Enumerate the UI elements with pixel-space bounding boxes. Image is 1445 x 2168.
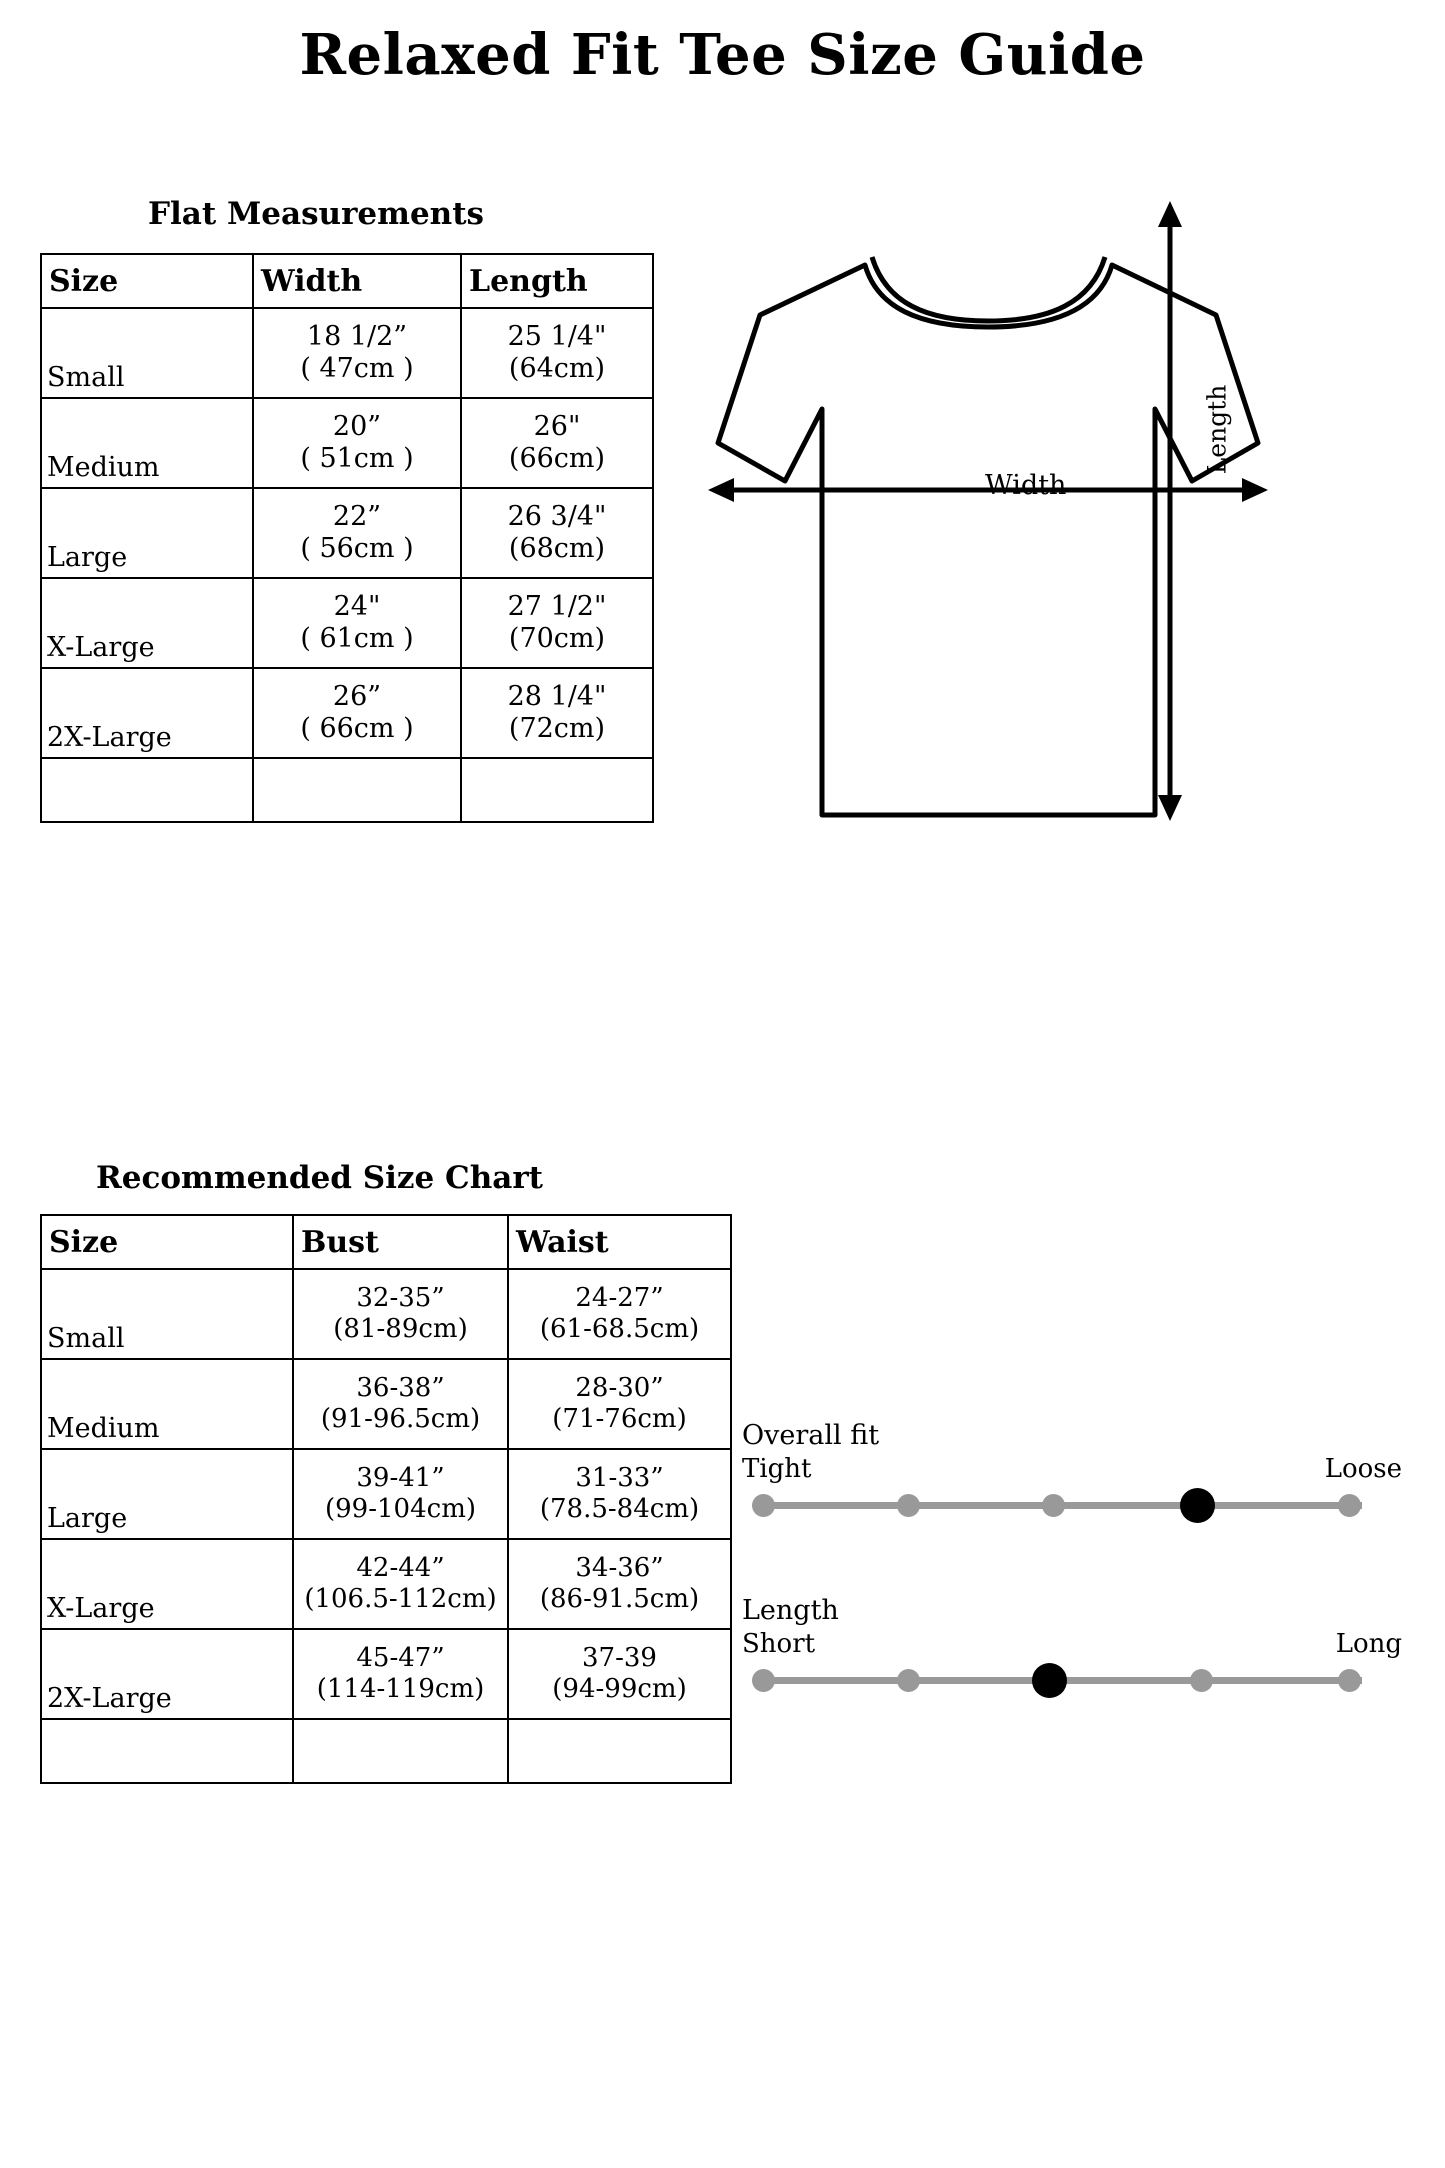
length-slider-right-label: Long [1335,1629,1402,1659]
cell-bust-medium [293,1359,508,1449]
value-inches: 34-36” [575,1553,664,1584]
row-size-small: Small [41,308,253,398]
cell-width-large [253,488,461,578]
table-header-row [41,1215,731,1269]
value-inches: 28 1/4" [507,681,607,713]
value-cm: (106.5-112cm) [304,1584,497,1614]
value-inches: 24" [333,591,381,623]
tshirt-diagram [700,195,1420,875]
cell-waist-medium [508,1359,731,1449]
table-row [41,1539,731,1629]
overall-fit-right-label: Loose [1324,1454,1402,1484]
column-header-width: Width [253,254,461,308]
row-size-medium: Medium [41,1359,293,1449]
cell-waist-xlarge [508,1539,731,1629]
length-slider[interactable] [742,1663,1382,1697]
width-dimension-label: Width [985,470,1067,501]
value-cm: ( 61cm ) [300,623,414,654]
table-row-empty [41,1719,731,1783]
value-cm: ( 51cm ) [300,443,414,474]
length-slider-left-label: Short [742,1629,816,1659]
slider-dot-3-selected[interactable] [1032,1663,1067,1698]
row-size-2xlarge: 2X-Large [41,668,253,758]
value-inches: 39-41” [356,1463,445,1494]
value-cm: ( 56cm ) [300,533,414,564]
table-row-empty [41,758,653,822]
slider-dot-1[interactable] [752,1669,775,1692]
value-inches: 27 1/2" [507,591,607,623]
length-slider-block [742,1595,1402,1697]
value-inches: 18 1/2” [306,321,408,353]
empty-cell [293,1719,508,1783]
value-cm: (78.5-84cm) [539,1494,700,1524]
value-cm: (71-76cm) [552,1404,687,1434]
cell-width-2xlarge [253,668,461,758]
slider-dot-1[interactable] [752,1494,775,1517]
slider-dot-2[interactable] [897,1494,920,1517]
value-inches: 26" [533,411,581,443]
slider-dot-2[interactable] [897,1669,920,1692]
slider-dot-5[interactable] [1338,1669,1361,1692]
slider-dot-5[interactable] [1338,1494,1361,1517]
table-row [41,398,653,488]
row-size-small: Small [41,1269,293,1359]
row-size-large: Large [41,488,253,578]
table-row [41,488,653,578]
row-size-large: Large [41,1449,293,1539]
overall-fit-title: Overall fit [742,1420,880,1451]
table-row [41,578,653,668]
row-size-2xlarge: 2X-Large [41,1629,293,1719]
value-cm: ( 47cm ) [300,353,414,384]
column-header-bust: Bust [293,1215,508,1269]
length-dimension-label: Length [1202,384,1232,475]
table-row [41,1449,731,1539]
cell-bust-2xlarge [293,1629,508,1719]
value-inches: 24-27” [575,1283,664,1314]
row-size-medium: Medium [41,398,253,488]
value-cm: (68cm) [508,533,606,564]
recommended-size-chart-heading: Recommended Size Chart [96,1160,544,1196]
value-cm: ( 66cm ) [300,713,414,744]
cell-bust-small [293,1269,508,1359]
value-cm: (99-104cm) [325,1494,476,1524]
value-cm: (94-99cm) [552,1674,687,1704]
value-cm: (70cm) [508,623,606,654]
value-cm: (114-119cm) [316,1674,485,1704]
column-header-waist: Waist [508,1215,731,1269]
empty-cell [41,758,253,822]
column-header-size: Size [41,1215,293,1269]
overall-fit-left-label: Tight [742,1454,812,1484]
cell-length-2xlarge [461,668,653,758]
slider-dot-4[interactable] [1190,1669,1213,1692]
table-row [41,308,653,398]
length-slider-endpoints [742,1629,1402,1663]
overall-fit-slider[interactable] [742,1488,1382,1522]
value-inches: 22” [332,501,382,533]
value-cm: (91-96.5cm) [320,1404,481,1434]
value-inches: 45-47” [356,1643,445,1674]
value-cm: (81-89cm) [333,1314,468,1344]
cell-waist-large [508,1449,731,1539]
recommended-size-table [40,1214,732,1784]
value-inches: 32-35” [356,1283,445,1314]
cell-length-medium [461,398,653,488]
flat-measurements-heading: Flat Measurements [148,196,484,232]
cell-waist-small [508,1269,731,1359]
table-row [41,668,653,758]
row-size-xlarge: X-Large [41,1539,293,1629]
value-inches: 26 3/4" [507,501,607,533]
value-cm: (64cm) [508,353,606,384]
flat-measurements-table [40,253,654,823]
value-inches: 42-44” [356,1553,445,1584]
cell-length-xlarge [461,578,653,668]
value-inches: 26” [332,681,382,713]
empty-cell [253,758,461,822]
slider-dot-4-selected[interactable] [1180,1488,1215,1523]
slider-dot-3[interactable] [1042,1494,1065,1517]
value-cm: (72cm) [508,713,606,744]
overall-fit-slider-block [742,1420,1402,1522]
table-row [41,1359,731,1449]
empty-cell [508,1719,731,1783]
column-header-length: Length [461,254,653,308]
value-inches: 25 1/4" [507,321,607,353]
value-inches: 37-39 [582,1643,657,1674]
value-inches: 36-38” [356,1373,445,1404]
value-cm: (66cm) [508,443,606,474]
tshirt-illustration [700,195,1420,875]
length-slider-title: Length [742,1595,839,1626]
cell-length-small [461,308,653,398]
empty-cell [41,1719,293,1783]
cell-waist-2xlarge [508,1629,731,1719]
cell-width-medium [253,398,461,488]
overall-fit-endpoints [742,1454,1402,1488]
cell-bust-xlarge [293,1539,508,1629]
table-header-row [41,254,653,308]
cell-length-large [461,488,653,578]
value-cm: (61-68.5cm) [539,1314,700,1344]
column-header-size: Size [41,254,253,308]
value-cm: (86-91.5cm) [539,1584,700,1614]
value-inches: 31-33” [575,1463,664,1494]
table-row [41,1629,731,1719]
empty-cell [461,758,653,822]
value-inches: 28-30” [575,1373,664,1404]
cell-width-small [253,308,461,398]
cell-bust-large [293,1449,508,1539]
page-title: Relaxed Fit Tee Size Guide [299,22,1146,88]
cell-width-xlarge [253,578,461,668]
row-size-xlarge: X-Large [41,578,253,668]
table-row [41,1269,731,1359]
value-inches: 20” [332,411,382,443]
